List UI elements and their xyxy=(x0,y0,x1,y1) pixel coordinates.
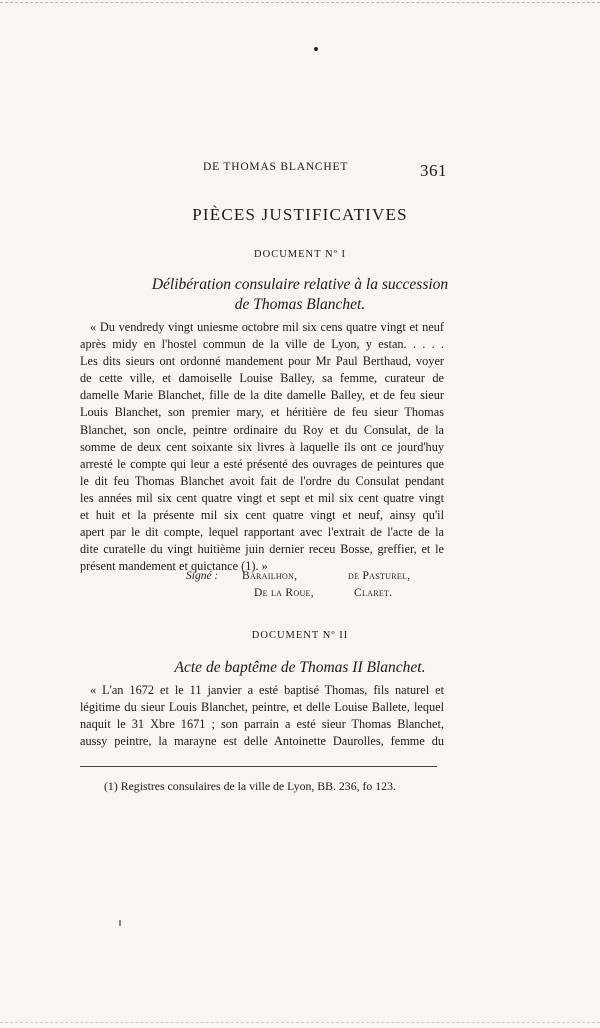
body-line: naquit le 31 Xbre 1671 ; son parrain a esté sieur Thomas Blanchet, xyxy=(80,717,444,732)
footnote: (1) Registres consulaires de la ville de Lyon, BB. 236, fo 123. xyxy=(104,779,396,793)
signature-name: Barailhon, xyxy=(242,570,298,582)
body-line: apert par le dit compte, lequel rapportant avec l'extrait de l'acte de la xyxy=(80,525,444,540)
body-line: aussy peintre, la marayne est delle Antoinette Daurolles, femme du xyxy=(80,734,444,749)
body-line: « Du vendredy vingt uniesme octobre mil six cens quatre vingt et neuf xyxy=(90,320,444,334)
running-head: DE THOMAS BLANCHET xyxy=(203,161,349,173)
document-1-title xyxy=(0,275,600,315)
body-line: somme de deux cent soixante six livres à laquelle ils ont ce jourd'huy xyxy=(80,439,444,454)
signature-name: Claret. xyxy=(354,587,393,599)
body-line: Les dits sieurs ont ordonné mandement pour Mr Paul Berthaud, voyer xyxy=(80,354,444,369)
body-line: Louis Blanchet, son premier mary, et héritière de feu sieur Thomas xyxy=(80,405,444,420)
body-line: le dit feu Thomas Blanchet avoit fait de l'ordre du Consulat pendant xyxy=(80,473,444,488)
body-line: Blanchet, son oncle, peintre ordinaire du Roy et du Consulat, de la xyxy=(80,422,444,437)
document-2-title: Acte de baptême de Thomas II Blanchet. xyxy=(174,659,426,676)
section-title: PIÈCES JUSTIFICATIVES xyxy=(192,205,408,224)
document-2-body xyxy=(80,682,444,750)
body-line: de cette ville, et damoiselle Louise Balley, sa femme, curateur de xyxy=(80,371,444,386)
signature-label: Signé : xyxy=(186,570,219,582)
signature-name: de Pasturel, xyxy=(348,570,411,582)
body-line: légitime du sieur Louis Blanchet, peintre, et delle Louise Ballete, lequel xyxy=(80,700,444,715)
ink-speck xyxy=(119,920,121,926)
footnote-rule xyxy=(80,766,437,767)
scan-edge-bottom xyxy=(0,1022,600,1023)
body-line: dite curatelle du vingt huitième juin dernier receu Bosse, greffier, et le xyxy=(80,542,444,557)
document-1-heading: DOCUMENT Nº I xyxy=(254,249,346,260)
body-line: arresté le compte qui leur a esté présenté des ouvrages de peintures que xyxy=(80,456,444,471)
document-1-title-line-1: Délibération consulaire relative à la succession xyxy=(151,276,449,293)
body-line: après midy en l'hostel commun de la ville de Lyon, y estan. . . . . xyxy=(80,337,444,352)
body-line: damelle Marie Blanchet, fille de la dite damelle Balley, et de feu sieur xyxy=(80,388,444,403)
body-line: « L'an 1672 et le 11 janvier a esté baptisé Thomas, fils naturel et xyxy=(90,683,444,697)
body-line: présent mandement et quictance (1). » xyxy=(80,559,268,574)
body-line: les années mil six cent quatre vingt et sept et mil six cent quatre vingt xyxy=(80,490,444,505)
signature-name: De la Roue, xyxy=(254,587,314,599)
document-1-title-line-2: de Thomas Blanchet. xyxy=(234,296,366,313)
document-1-body xyxy=(80,319,444,575)
scan-edge-top xyxy=(0,2,600,3)
body-line: et huit et la présente mil six cent quatre vingt et neuf, ainsy qu'il xyxy=(80,508,444,523)
page-number: 361 xyxy=(420,161,447,180)
ink-speck xyxy=(314,47,318,51)
document-2-heading: DOCUMENT Nº II xyxy=(251,630,349,641)
